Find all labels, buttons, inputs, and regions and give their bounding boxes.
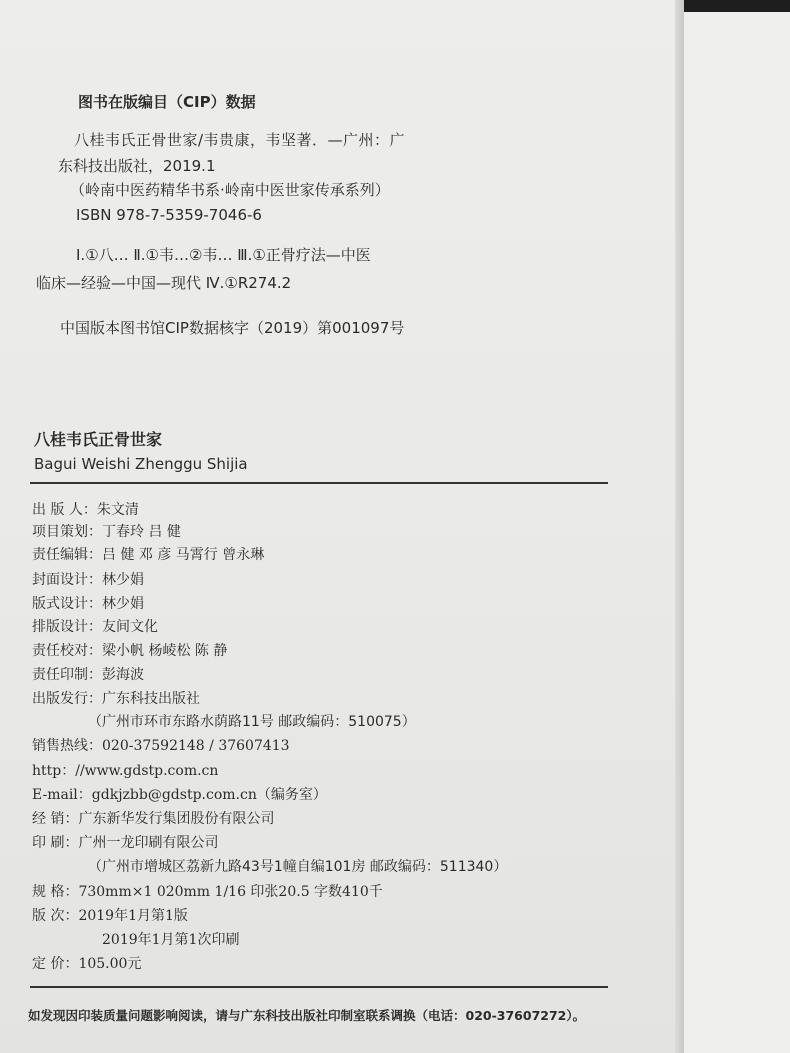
credit-value: 林少娟	[102, 572, 144, 588]
sales-hotline	[32, 736, 290, 756]
credit-editors	[32, 545, 264, 565]
printer-value: 广州一龙印刷有限公司	[78, 835, 219, 851]
edition-value: 2019年1月第1版	[78, 908, 188, 924]
credit-distribution	[32, 689, 200, 709]
cip-isbn: ISBN 978-7-5359-7046-6	[76, 206, 262, 224]
hotline-value: 020-37592148 / 37607413	[102, 738, 290, 754]
credit-value: 朱文清	[96, 502, 139, 518]
cip-classification-2: 临床—经验—中国—现代 Ⅳ.①R274.2	[36, 274, 292, 292]
credit-cover-design	[32, 570, 144, 590]
printer	[32, 833, 218, 853]
book-title: 八桂韦氏正骨世家	[34, 430, 163, 449]
credit-value: 彭海波	[102, 667, 144, 683]
credit-value: 丁春玲 吕 健	[102, 524, 181, 540]
credit-label: 排版设计：	[32, 619, 102, 635]
credit-label: 责任校对：	[32, 643, 102, 659]
email-address: E-mail：gdkjzbb@gdstp.com.cn（编务室）	[32, 787, 327, 803]
website-url: http：//www.gdstp.com.cn	[32, 763, 219, 779]
publisher-address: （广州市环市东路水荫路11号 邮政编码：510075）	[88, 714, 416, 730]
cip-heading: 图书在版编目（CIP）数据	[78, 93, 256, 111]
credit-project-planning	[32, 522, 181, 542]
footer-divider	[30, 986, 608, 988]
credit-label: 封面设计：	[32, 572, 102, 588]
credit-printing-supervisor	[32, 665, 144, 685]
edition-label: 版 次：	[32, 908, 79, 924]
hotline-label: 销售热线：	[32, 738, 102, 754]
credit-value: 友间文化	[102, 619, 158, 635]
credit-label: 出版发行：	[32, 691, 102, 707]
credit-value: 梁小帆 杨崚松 陈 静	[102, 643, 228, 659]
credit-label: 责任印制：	[32, 667, 102, 683]
printer-address: （广州市增城区荔新九路43号1幢自编101房 邮政编码：511340）	[88, 859, 508, 875]
distributor-value: 广东新华发行集团股份有限公司	[78, 811, 275, 827]
credit-value: 吕 健 邓 彦 马霄行 曾永琳	[102, 547, 265, 563]
spec-value: 730mm×1 020mm 1/16 印张20.5 字数410千	[78, 884, 383, 900]
spec-label: 规 格：	[32, 884, 79, 900]
credit-typesetting	[32, 617, 158, 637]
price-label: 定 价：	[32, 956, 79, 972]
distributor-label: 经 销：	[32, 811, 79, 827]
cip-classification-1: Ⅰ.①八… Ⅱ.①韦…②韦… Ⅲ.①正骨疗法—中医	[76, 246, 371, 264]
credit-proofreading	[32, 641, 227, 661]
credit-value: 林少娟	[102, 596, 144, 612]
book-title-pinyin: Bagui Weishi Zhenggu Shijia	[34, 455, 248, 473]
cip-line-1: 八桂韦氏正骨世家/韦贵康，韦坚著．—广州：广	[74, 131, 406, 149]
title-divider	[30, 482, 608, 484]
book-spec	[32, 882, 383, 902]
printing-date: 2019年1月第1次印刷	[102, 932, 240, 948]
credit-label: 项目策划：	[32, 524, 102, 540]
distributor	[32, 809, 274, 829]
cip-verify-number: 中国版本图书馆CIP数据核字（2019）第001097号	[60, 319, 405, 337]
credit-label: 版式设计：	[32, 596, 102, 612]
adjacent-page	[684, 0, 790, 1053]
credit-publisher	[32, 500, 139, 520]
price-value: 105.00元	[78, 956, 142, 972]
printer-label: 印 刷：	[32, 835, 79, 851]
credit-label: 出 版 人：	[32, 502, 97, 518]
cip-line-2: 东科技出版社，2019.1	[58, 157, 216, 175]
credit-layout-design	[32, 594, 144, 614]
credit-label: 责任编辑：	[32, 547, 102, 563]
credit-value: 广东科技出版社	[102, 691, 200, 707]
edition	[32, 906, 188, 926]
background-edge	[684, 0, 790, 12]
cip-line-3: （岭南中医药精华书系·岭南中医世家传承系列）	[70, 181, 390, 199]
price	[32, 954, 141, 974]
footer-notice: 如发现因印装质量问题影响阅读，请与广东科技出版社印制室联系调换（电话：020-37607272）。	[28, 1008, 586, 1023]
